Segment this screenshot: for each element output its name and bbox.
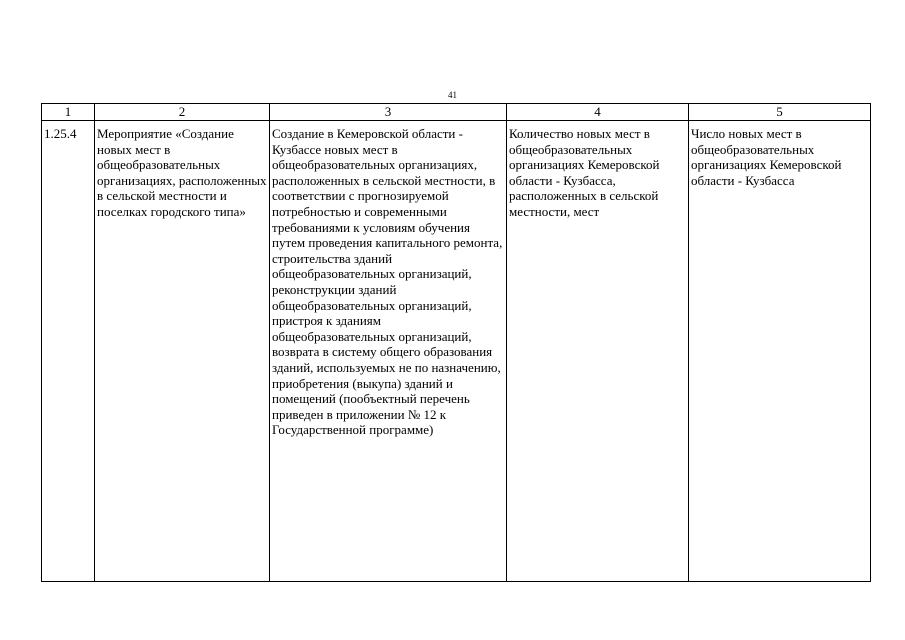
- event-name-cell: Мероприятие «Создание новых мест в общеобразовательных организациях, расположенных в сельской местности и поселках городского типа»: [95, 121, 270, 582]
- calculation-cell: Число новых мест в общеобразовательных организациях Кемеровской области - Кузбасса: [689, 121, 871, 582]
- page-number: 41: [448, 90, 457, 100]
- column-header-3: 3: [270, 104, 507, 121]
- event-description-cell: Создание в Кемеровской области - Кузбассе новых мест в общеобразовательных организациях, расположенных в сельской местности, в соответствии с прогнозируемой потребностью и современными требованиями к условиям обучения путем проведения капитального ремонта, строительства зданий общеобразовательных организаций, реконструкции зданий общеобразовательных организаций, пристроя к зданиям общеобразовательных организаций, возврата в систему общего образования зданий, используемых не по назначению, приобретения (выкупа) зданий и помещений (пообъектный перечень приведен в приложении № 12 к Государственной программе): [270, 121, 507, 582]
- row-number-cell: 1.25.4: [42, 121, 95, 582]
- column-header-5: 5: [689, 104, 871, 121]
- table-header-row: [42, 104, 871, 121]
- table-row: [42, 121, 871, 582]
- column-header-2: 2: [95, 104, 270, 121]
- program-table: [41, 103, 871, 582]
- indicator-cell: Количество новых мест в общеобразовательных организациях Кемеровской области - Кузбасса, расположенных в сельской местности, мест: [507, 121, 689, 582]
- column-header-4: 4: [507, 104, 689, 121]
- column-header-1: 1: [42, 104, 95, 121]
